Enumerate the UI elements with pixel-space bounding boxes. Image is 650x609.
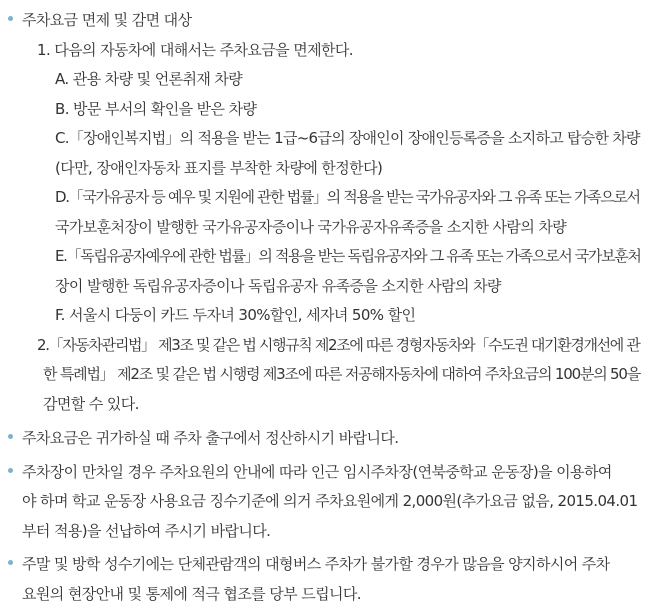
peak-season-line2: 요원의 현장안내 및 통제에 적극 협조를 당부 드립니다. bbox=[22, 580, 642, 609]
exemption-sub-d-line1: D.「국가유공자 등 예우 및 지원에 관한 법률」의 적용을 받는 국가유공자와 그 유족 또는 가족으로서 bbox=[22, 183, 642, 213]
exemption-item-2-line2: 한 특례법」 제2조 및 같은 법 시행령 제3조에 따른 저공해자동차에 대하여 주차요금의 100분의 50을 bbox=[22, 360, 642, 390]
exemption-sub-c-line2: (다만, 장애인자동차 표지를 부착한 차량에 한정한다) bbox=[22, 154, 642, 184]
section-exemption bbox=[6, 6, 642, 419]
temporary-parking-line3: 부터 적용)을 선납하여 주시기 바랍니다. bbox=[22, 517, 642, 547]
section-temporary-parking bbox=[6, 458, 642, 547]
bullet-dot-icon bbox=[8, 434, 13, 439]
bullet-dot-icon bbox=[8, 16, 13, 21]
exemption-sub-b: B. 방문 부서의 확인을 받은 차량 bbox=[22, 95, 642, 125]
temporary-parking-line2: 야 하며 학교 운동장 사용요금 징수기준에 의거 주차요원에게 2,000원(추가요금 없음, 2015.04.01 bbox=[22, 487, 642, 517]
temporary-parking-line1: 주차장이 만차일 경우 주차요원의 안내에 따라 인근 임시주차장(연북중학교 운동장)을 이용하여 bbox=[22, 458, 642, 488]
exemption-item-2-line3: 감면할 수 있다. bbox=[22, 390, 642, 420]
section-title-exemption: 주차요금 면제 및 감면 대상 bbox=[22, 6, 642, 36]
exemption-sub-e-line2: 장이 발행한 독립유공자증이나 독립유공자 유족증을 소지한 사람의 차량 bbox=[22, 272, 642, 302]
exemption-sub-a: A. 관용 차량 및 언론취재 차량 bbox=[22, 65, 642, 95]
section-peak-season bbox=[6, 550, 642, 609]
bullet-dot-icon bbox=[8, 560, 13, 565]
section-payment bbox=[6, 424, 642, 454]
exemption-sub-e-line1: E.「독립유공자예우에 관한 법률」의 적용을 받는 독립유공자와 그 유족 또는 가족으로서 국가보훈처 bbox=[22, 242, 642, 272]
exemption-sub-c-line1: C.「장애인복지법」의 적용을 받는 1급~6급의 장애인이 장애인등록증을 소지하고 탑승한 차량 bbox=[22, 124, 642, 154]
exemption-item-2-line1: 2.「자동차관리법」 제3조 및 같은 법 시행규칙 제2조에 따른 경형자동차와「수도권 대기환경개선에 관 bbox=[22, 331, 642, 361]
bullet-dot-icon bbox=[8, 468, 13, 473]
exemption-sub-d-line2: 국가보훈처장이 발행한 국가유공자증이나 국가유공자유족증을 소지한 사람의 차량 bbox=[22, 213, 642, 243]
peak-season-line1: 주말 및 방학 성수기에는 단체관람객의 대형버스 주차가 불가할 경우가 많음을 양지하시어 주차 bbox=[22, 550, 642, 580]
payment-notice: 주차요금은 귀가하실 때 주차 출구에서 정산하시기 바랍니다. bbox=[22, 424, 642, 454]
exemption-sub-f: F. 서울시 다둥이 카드 두자녀 30%할인, 세자녀 50% 할인 bbox=[22, 301, 642, 331]
exemption-item-1: 1. 다음의 자동차에 대해서는 주차요금을 면제한다. bbox=[22, 36, 642, 66]
